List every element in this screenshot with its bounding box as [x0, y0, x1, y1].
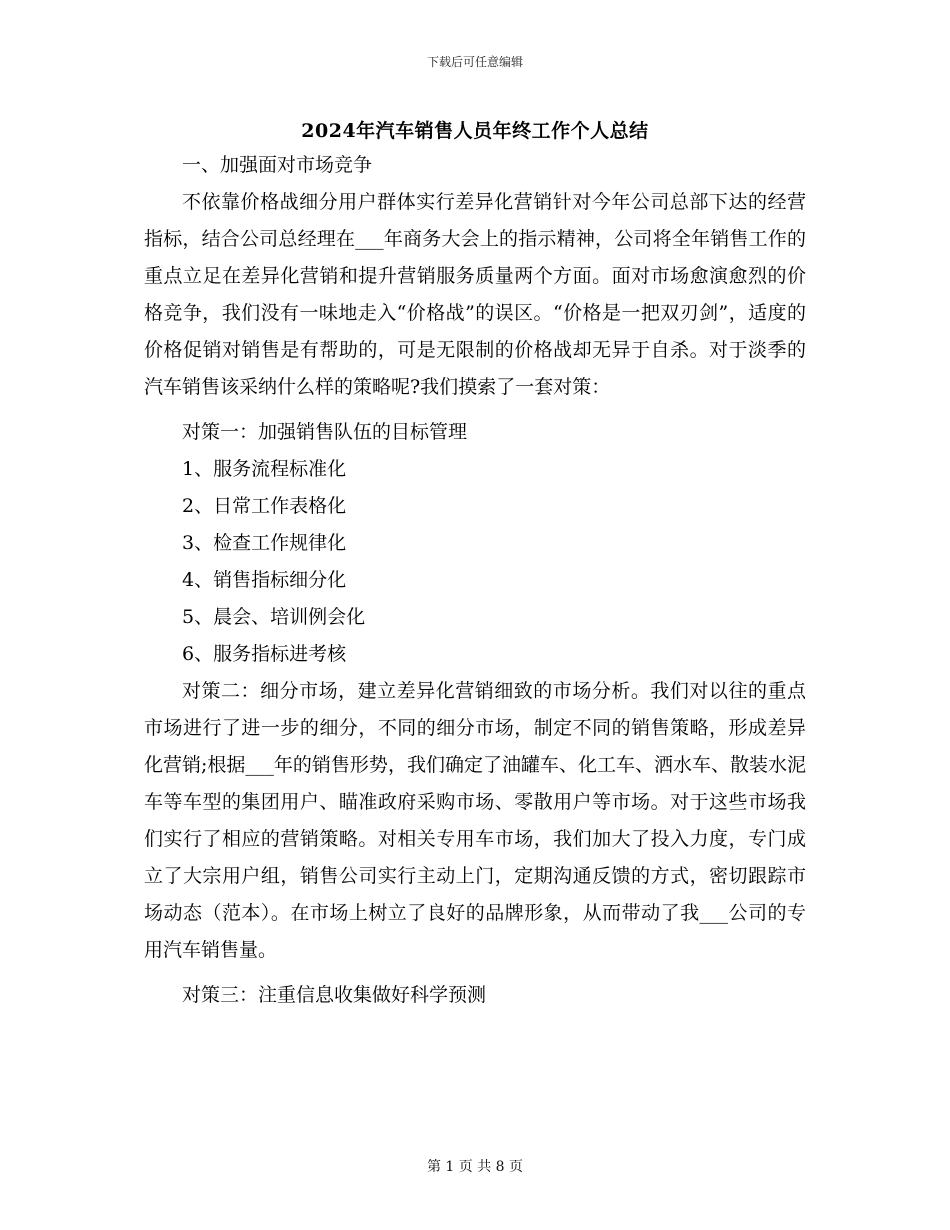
list-item: 3、检查工作规律化: [182, 532, 347, 554]
strategy-heading: 对策三：注重信息收集做好科学预测: [182, 984, 487, 1006]
body-paragraph: 对策二：细分市场，建立差异化营销细致的市场分析。我们对以往的重点市场进行了进一步的细分，不同的细分市场，制定不同的销售策略，形成差异化营销;根据___年的销售形势，我们确定了油罐车、化工车、洒水车、散装水泥车等车型的集团用户、瞄准政府采购市场、零散用户等市场。对于这些市场我们实行了相应的营销策略。对相关专用车市场，我们加大了投入力度，专门成立了大宗用户组，销售公司实行主动上门，定期沟通反馈的方式，密切跟踪市场动态（范本）。在市场上树立了良好的品牌形象，从而带动了我___公司的专用汽车销售量。: [144, 680, 806, 961]
header-note: 下载后可任意编辑: [426, 55, 523, 69]
list-item: 5、晨会、培训例会化: [182, 606, 366, 628]
section-heading: 一、加强面对市场竞争: [182, 154, 373, 176]
list-item: 4、销售指标细分化: [182, 569, 347, 591]
list-item: 6、服务指标进考核: [182, 643, 347, 665]
document-body: [144, 147, 806, 1014]
list-item: 2、日常工作表格化: [182, 495, 347, 517]
list-item: 1、服务流程标准化: [182, 458, 347, 480]
body-paragraph: 不依靠价格战细分用户群体实行差异化营销针对今年公司总部下达的经营指标，结合公司总经理在___年商务大会上的指示精神，公司将全年销售工作的重点立足在差异化营销和提升营销服务质量两个方面。面对市场愈演愈烈的价格竞争，我们没有一味地走入“价格战”的误区。“价格是一把双刃剑”，适度的价格促销对销售是有帮助的，可是无限制的价格战却无异于自杀。对于淡季的汽车销售该采纳什么样的策略呢?我们摸索了一套对策：: [144, 191, 806, 398]
strategy-heading: 对策一：加强销售队伍的目标管理: [182, 421, 468, 443]
document-title: 2024年汽车销售人员年终工作个人总结: [301, 120, 649, 142]
page-number-footer: 第 1 页 共 8 页: [426, 1159, 524, 1175]
